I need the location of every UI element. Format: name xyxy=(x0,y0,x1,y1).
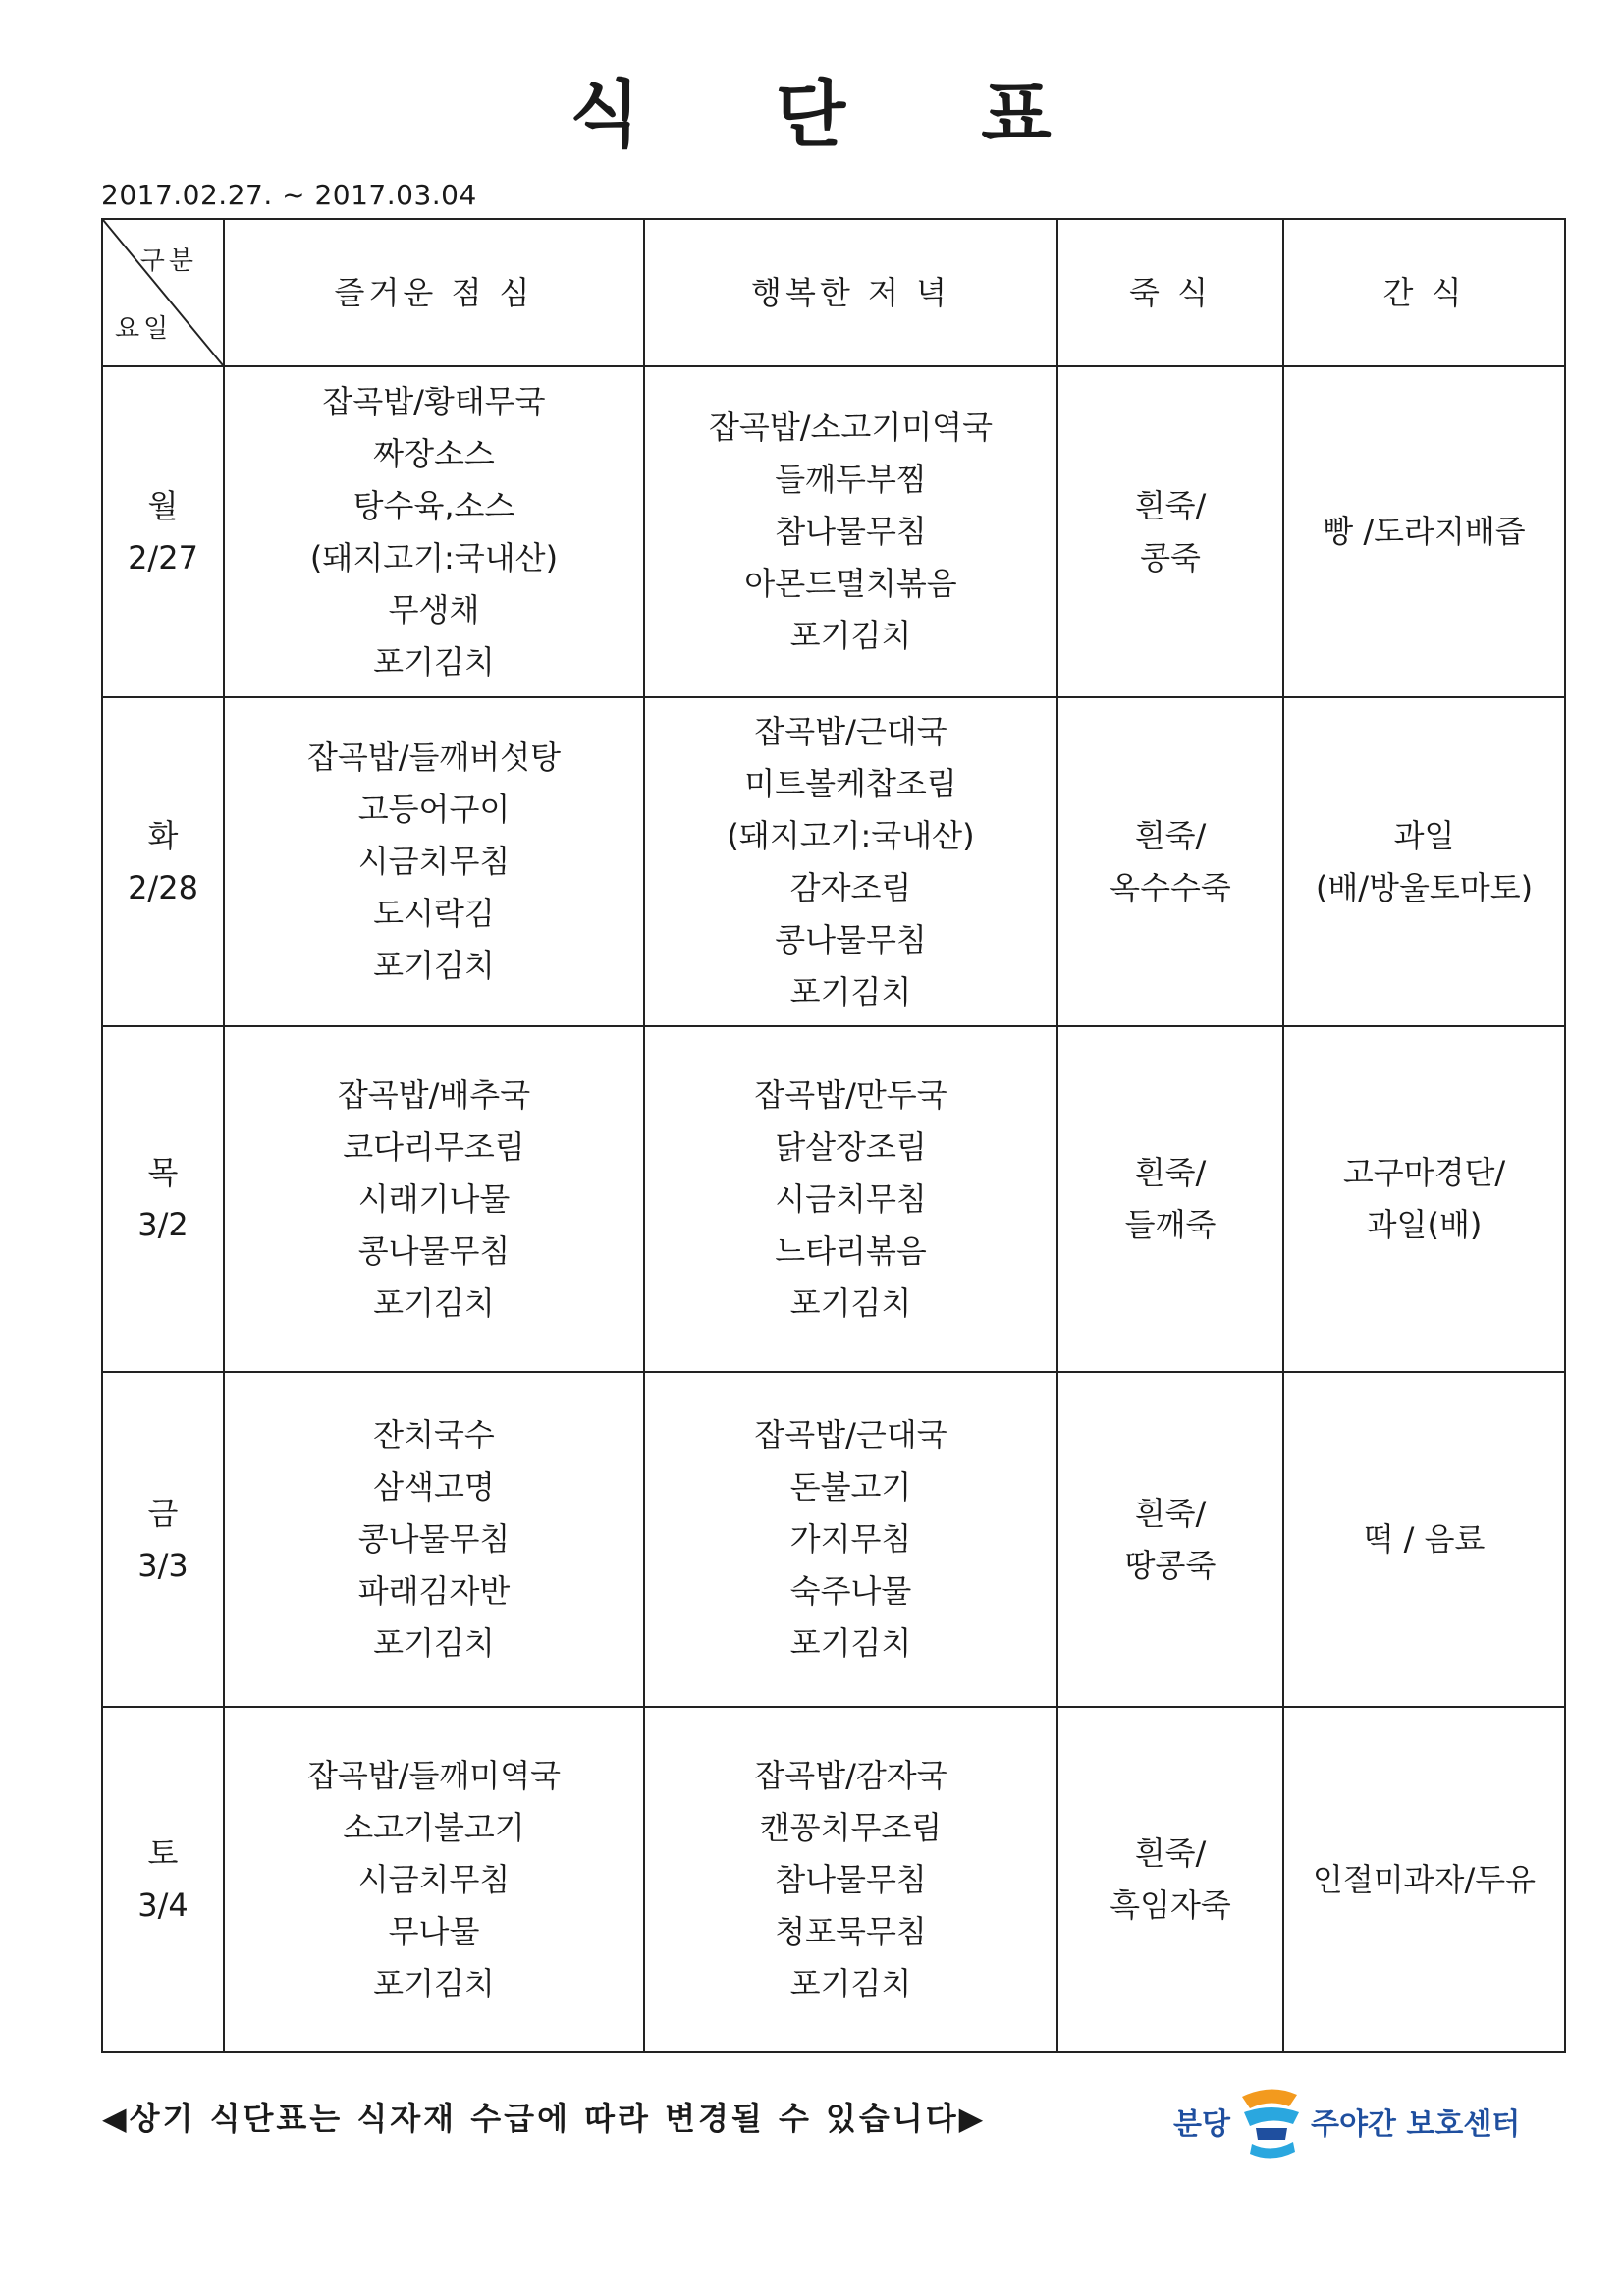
dinner-item: 느타리볶음 xyxy=(775,1231,927,1270)
change-notice: ◀상기 식단표는 식자재 수급에 따라 변경될 수 있습니다▶ xyxy=(102,2100,987,2137)
day-cell xyxy=(102,697,224,1026)
lunch-item: 잡곡밥/들깨미역국 xyxy=(306,1756,562,1794)
snack-item: 떡 / 음료 xyxy=(1363,1520,1486,1558)
day-cell xyxy=(102,1372,224,1707)
logo-emblem-icon xyxy=(1236,2083,1305,2159)
dinner-item: (돼지고기:국내산) xyxy=(727,816,975,854)
lunch-item: 포기김치 xyxy=(373,1284,495,1322)
lunch-cell xyxy=(224,1026,644,1372)
snack-item: 과일(배) xyxy=(1366,1206,1483,1243)
lunch-item: 파래김자반 xyxy=(357,1572,511,1610)
lunch-item: 도시락김 xyxy=(373,895,495,932)
corner-header-cell xyxy=(102,219,224,366)
dinner-item: 참나물무침 xyxy=(775,513,927,550)
date-label: 2/27 xyxy=(128,538,198,576)
porridge-item: 들깨죽 xyxy=(1124,1206,1217,1243)
porridge-cell xyxy=(1057,1026,1283,1372)
menu-period: 2017.02.27. ~ 2017.03.04 xyxy=(101,179,477,211)
porridge-item: 흰죽/ xyxy=(1134,1154,1207,1191)
snack-item: (배/방울토마토) xyxy=(1315,868,1534,906)
title-char: 식 xyxy=(569,73,642,157)
porridge-cell xyxy=(1057,366,1283,697)
dinner-item: 참나물무침 xyxy=(775,1860,927,1898)
lunch-cell xyxy=(224,697,644,1026)
lunch-item: 탕수육,소스 xyxy=(352,486,515,524)
dinner-item: 포기김치 xyxy=(789,617,912,654)
lunch-item: 콩나물무침 xyxy=(357,1520,511,1558)
lunch-item: 짜장소스 xyxy=(373,434,495,472)
dinner-item: 감자조림 xyxy=(789,868,912,906)
title-char: 표 xyxy=(981,73,1054,157)
lunch-item: 코다리무조림 xyxy=(343,1127,525,1166)
menu-body xyxy=(102,366,1565,2052)
dinner-item: 잡곡밥/만두국 xyxy=(754,1075,947,1114)
lunch-item: 잔치국수 xyxy=(373,1416,495,1453)
day-cell xyxy=(102,366,224,697)
dinner-item: 캔꽁치무조림 xyxy=(759,1808,943,1846)
lunch-item: 고등어구이 xyxy=(357,791,511,828)
dinner-item: 포기김치 xyxy=(789,1964,912,2002)
weekday-label: 월 xyxy=(147,486,179,524)
day-cell xyxy=(102,1026,224,1372)
header-row xyxy=(102,219,1565,366)
porridge-cell xyxy=(1057,1372,1283,1707)
lunch-item: (돼지고기:국내산) xyxy=(309,538,559,576)
dinner-header: 행복한 저 녁 xyxy=(644,219,1057,366)
dinner-item: 가지무침 xyxy=(789,1520,912,1558)
lunch-cell xyxy=(224,1707,644,2052)
weekday-label: 금 xyxy=(147,1494,179,1532)
lunch-item: 시금치무침 xyxy=(357,843,511,880)
lunch-item: 소고기불고기 xyxy=(343,1808,525,1846)
lunch-item: 잡곡밥/들깨버섯탕 xyxy=(306,738,562,776)
lunch-item: 무생채 xyxy=(388,590,480,629)
title-char: 단 xyxy=(775,73,848,157)
date-label: 3/3 xyxy=(137,1546,189,1584)
lunch-item: 무나물 xyxy=(388,1912,480,1950)
lunch-item: 포기김치 xyxy=(373,642,495,681)
dinner-item: 잡곡밥/소고기미역국 xyxy=(709,409,993,446)
dinner-item: 아몬드멸치볶음 xyxy=(744,565,957,602)
dinner-item: 포기김치 xyxy=(789,1624,912,1662)
snack-cell xyxy=(1283,697,1565,1026)
porridge-header: 죽 식 xyxy=(1057,219,1283,366)
snack-cell xyxy=(1283,1372,1565,1707)
dinner-item: 청포묵무침 xyxy=(775,1912,927,1950)
snack-item: 빵 /도라지배즙 xyxy=(1323,513,1526,550)
menu-row xyxy=(102,697,1565,1026)
weekday-label: 화 xyxy=(147,816,179,854)
dinner-cell xyxy=(644,366,1057,697)
lunch-header: 즐거운 점 심 xyxy=(224,219,644,366)
porridge-item: 흰죽/ xyxy=(1134,486,1207,524)
dinner-item: 콩나물무침 xyxy=(775,920,927,958)
weekday-label: 목 xyxy=(147,1154,179,1191)
dinner-item: 포기김치 xyxy=(789,972,912,1011)
porridge-item: 흰죽/ xyxy=(1134,1834,1207,1872)
snack-cell xyxy=(1283,366,1565,697)
weekday-label: 토 xyxy=(147,1834,179,1872)
snack-cell xyxy=(1283,1707,1565,2052)
dinner-item: 돈불고기 xyxy=(789,1468,912,1505)
lunch-item: 포기김치 xyxy=(373,947,495,984)
dinner-item: 닭살장조림 xyxy=(775,1127,927,1166)
porridge-item: 흑임자죽 xyxy=(1109,1886,1231,1924)
porridge-cell xyxy=(1057,1707,1283,2052)
lunch-item: 잡곡밥/배추국 xyxy=(337,1075,531,1114)
dinner-cell xyxy=(644,1707,1057,2052)
dinner-item: 숙주나물 xyxy=(789,1572,912,1610)
dinner-item: 잡곡밥/근대국 xyxy=(754,712,947,750)
logo-text-left: 분당 xyxy=(1173,2107,1230,2142)
lunch-cell xyxy=(224,366,644,697)
porridge-item: 옥수수죽 xyxy=(1109,868,1231,906)
corner-category-label: 구분 xyxy=(139,246,197,276)
menu-row xyxy=(102,1026,1565,1372)
menu-row xyxy=(102,1707,1565,2052)
lunch-item: 잡곡밥/황태무국 xyxy=(322,382,546,420)
porridge-item: 땅콩죽 xyxy=(1124,1546,1217,1584)
porridge-cell xyxy=(1057,697,1283,1026)
corner-day-label: 요일 xyxy=(115,314,173,344)
lunch-cell xyxy=(224,1372,644,1707)
dinner-item: 포기김치 xyxy=(789,1284,912,1322)
lunch-item: 포기김치 xyxy=(373,1624,495,1662)
dinner-item: 잡곡밥/근대국 xyxy=(754,1416,947,1453)
date-label: 3/4 xyxy=(137,1886,189,1924)
dinner-cell xyxy=(644,697,1057,1026)
dinner-cell xyxy=(644,1372,1057,1707)
lunch-item: 삼색고명 xyxy=(373,1468,495,1505)
day-cell xyxy=(102,1707,224,2052)
porridge-item: 흰죽/ xyxy=(1134,816,1207,854)
porridge-item: 콩죽 xyxy=(1140,538,1201,576)
porridge-item: 흰죽/ xyxy=(1134,1494,1207,1532)
snack-item: 과일 xyxy=(1393,816,1455,854)
lunch-item: 콩나물무침 xyxy=(357,1231,511,1270)
lunch-item: 시래기나물 xyxy=(357,1179,511,1218)
menu-row xyxy=(102,366,1565,697)
menu-row xyxy=(102,1372,1565,1707)
center-logo xyxy=(1173,2082,1520,2160)
lunch-item: 포기김치 xyxy=(373,1964,495,2002)
snack-item: 인절미과자/두유 xyxy=(1312,1860,1537,1898)
snack-item: 고구마경단/ xyxy=(1342,1154,1506,1191)
date-label: 3/2 xyxy=(137,1206,189,1243)
dinner-cell xyxy=(644,1026,1057,1372)
dinner-item: 들깨두부찜 xyxy=(775,461,927,498)
menu-table xyxy=(101,218,1566,2053)
snack-header: 간 식 xyxy=(1283,219,1565,366)
dinner-item: 잡곡밥/감자국 xyxy=(754,1756,947,1794)
lunch-item: 시금치무침 xyxy=(357,1860,511,1898)
page-title xyxy=(0,57,1623,161)
snack-cell xyxy=(1283,1026,1565,1372)
logo-text-right: 주야간 보호센터 xyxy=(1310,2107,1521,2142)
date-label: 2/28 xyxy=(128,868,198,906)
dinner-item: 시금치무침 xyxy=(775,1179,927,1218)
dinner-item: 미트볼케찹조림 xyxy=(744,764,957,802)
